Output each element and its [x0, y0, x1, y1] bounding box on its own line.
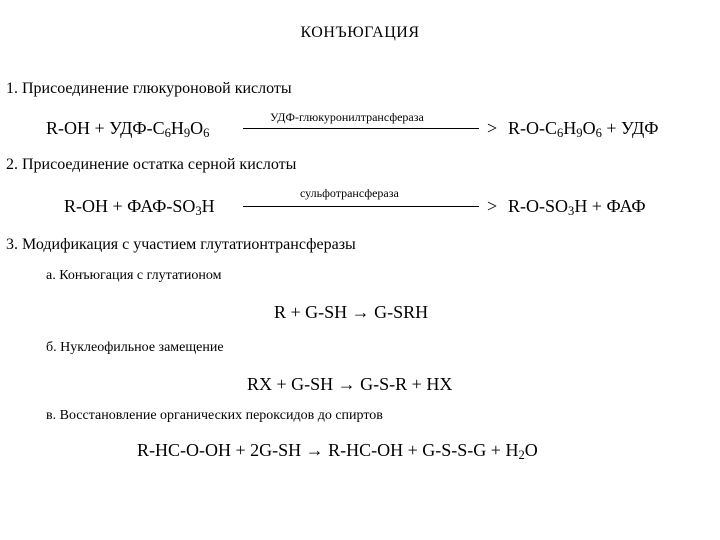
section-1-enzyme: УДФ-глюкуронилтрансфераза [270, 110, 424, 124]
section-1-heading: 1. Присоединение глюкуроновой кислоты [6, 80, 292, 97]
section-3c-label: в. Восстановление органических пероксидов до спиртов [46, 408, 383, 423]
section-3c-equation: $R-HC-O-OH + 2G-SH \to R-HC-OH + G-S-S-G + H_2O$ [137, 440, 538, 463]
section-1-arrow-line [243, 128, 479, 129]
section-3b-equation: RX + G-SH → G-S-R + HX [247, 374, 453, 394]
section-3a-label: а. Конъюгация с глутатионом [46, 268, 222, 283]
section-1-arrowhead: > [487, 118, 498, 138]
section-2-reactants: R-OH + ФАФ-$SO_3H$ [64, 196, 215, 219]
section-2-enzyme: сульфотрансфераза [300, 186, 399, 200]
section-2-arrow-line [243, 206, 479, 207]
section-3b-label: б. Нуклеофильное замещение [46, 340, 224, 355]
section-3a-equation: R + G-SH → G-SRH [274, 302, 429, 322]
section-2-products: $R-O-SO_3H$ + ФАФ [508, 196, 646, 219]
section-2-heading: 2. Присоединение остатка серной кислоты [6, 156, 297, 173]
section-3-heading: 3. Модификация с участием глутатионтрансферазы [6, 236, 356, 253]
page-title: КОНЪЮГАЦИЯ [300, 24, 420, 41]
section-1-reactants: R-OH + УДФ-$С_6H_9O_6$ [46, 118, 210, 141]
section-1-products: $R-O-C_6H_9O_6$ + УДФ [508, 118, 659, 141]
section-2-arrowhead: > [487, 196, 498, 216]
